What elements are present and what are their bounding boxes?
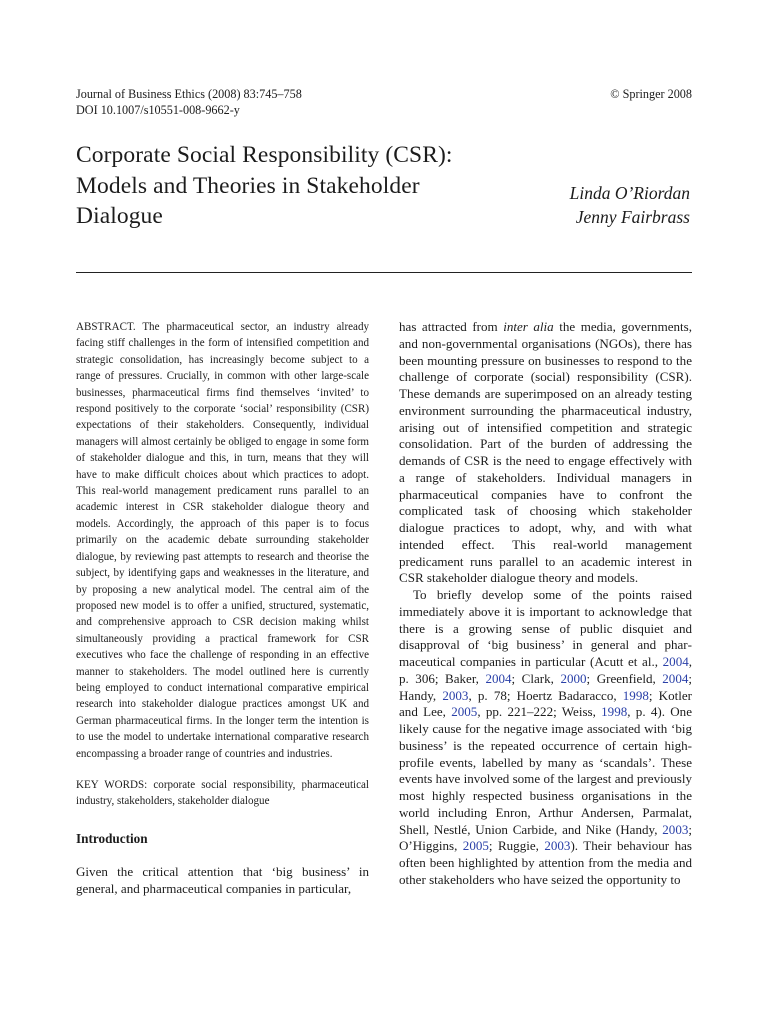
keywords [76, 777, 369, 810]
abstract [76, 319, 369, 762]
title-line-3: Dialogue [76, 203, 163, 229]
keywords-label: KEY WORDS: [76, 778, 148, 791]
citation-year-link[interactable]: 2003 [442, 687, 469, 703]
right-column [399, 319, 692, 889]
body-paragraph [399, 319, 692, 587]
citation-year-link[interactable]: 2004 [662, 670, 689, 686]
citation-year-link[interactable]: 2005 [462, 838, 489, 854]
paragraph-text: ; Handy, [399, 670, 692, 703]
citation-year-link[interactable]: 2003 [662, 821, 689, 837]
paragraph-text: the media, governments, and non-governmental organisations (NGOs), there has been mounting pressure on businesses to respond to the challenge of corporate (social) responsibility (CSR). These demands are superimposed on an already testing environment surrounding the pharmaceutical industry, arising out of intensified competition and strategic consolidation. Part of the burden of addressing the demands of CSR is the need to engage effectively with a range of stakeholders. Individual managers in pharmaceutical companies have to confront the complicated task of choosing which stakeholder dialogue practices to adopt, why, and with what intended effect. This real-world management predicament runs parallel to an academic interest in CSR stakeholder dialogue theory and models. [399, 319, 693, 586]
paragraph-text: ; Greenfield, [586, 670, 663, 686]
doi-line[interactable]: DOI 10.1007/s10551-008-9662-y [76, 103, 240, 117]
citation-year-link[interactable]: 2004 [662, 654, 689, 669]
abstract-label: ABSTRACT. [76, 321, 136, 333]
header-divider [76, 272, 692, 273]
citation-year-link[interactable]: 2004 [485, 670, 512, 686]
paragraph-text: has attracted from [399, 319, 498, 334]
paragraph-text: ; O’Higgins, [399, 821, 692, 854]
introduction-paragraph: Given the critical attention that ‘big business’ in general, and pharmaceutical companies in particular, [76, 863, 369, 896]
paragraph-text: , p. 4). One likely cause for the negative image associated with ‘big business’ is the repeated occurrence of certain high-profile events, labelled by many as ‘scandals’. These events have involved some of the largest and previously most highly respected business organisations in the world including Enron, Arthur Andersen, Parmalat, Shell, Nestlé, Union Carbide, and Nike (Handy, [399, 704, 692, 837]
title-line-1: Corporate Social Responsibility (CSR): [76, 142, 453, 168]
paragraph-text: ; Clark, [511, 670, 561, 686]
body-paragraph-citations [399, 587, 692, 889]
paragraph-text: ). Their behaviour has often been highlighted by attention from the media and other stakeholders who have seized the opportunity to [399, 838, 692, 887]
copyright-notice: © Springer 2008 [610, 87, 692, 101]
abstract-text: The pharmaceutical sector, an industry already facing stiff challenges in the form of intensified competition and strategic consolidation, has increasingly become subject to a range of pressures. Crucially, in common with other large-scale businesses, pharmaceutical firms find themselves ‘invited’ to respond positively to the corporate ‘social’ responsibility (CSR) expectations of their stakeholders. Consequently, individual managers will almost certainly be obliged to engage in some form of stakeholder dialogue and this, in turn, means that they will have to make difficult choices about which practices to adopt. This real-world management predicament runs parallel to an academic interest in CSR stakeholder dialogue theory and models. Accordingly, the approach of this paper is to focus primarily on the academic debate surrounding stakeholder dialogue, by reviewing past attempts to research and theorise the subject, by identifying gaps and weaknesses in the literature, and by proposing a new analytical model. The central aim of the proposed new model is to offer a unified, structured, systematic, and comprehensive approach to CSR decision making whilst simultaneously providing a practical framework for CSR executives who face the challenge of responding in an effective manner to stakeholders. The model outlined here is currently being employed to conduct international comparative empirical research into stakeholder dialogue practices amongst UK and German pharmaceutical firms. In the longer term the intention is to use the model to undertake international comparative research encompassing a broader range of countries and industries. [76, 321, 370, 760]
latin-phrase: inter alia [503, 319, 554, 334]
paragraph-text: ; Kotler and Lee, [399, 687, 692, 720]
section-heading-introduction: Introduction [76, 830, 148, 846]
left-column [76, 319, 369, 897]
citation-year-link[interactable]: 2003 [544, 838, 571, 854]
author-name: Linda O’Riordan [569, 183, 690, 203]
paragraph-text: , p. 306; Baker, [399, 654, 692, 686]
author-name: Jenny Fairbrass [575, 207, 690, 227]
paragraph-text: , p. 78; Hoertz Badaracco, [468, 687, 623, 703]
citation-year-link[interactable]: 1998 [601, 704, 628, 720]
article-title [76, 140, 516, 232]
citation-year-link[interactable]: 2000 [560, 670, 587, 686]
title-line-2: Models and Theories in Stakeholder [76, 172, 420, 199]
citation-year-link[interactable]: 2005 [451, 704, 478, 720]
paragraph-text: , pp. 221–222; Weiss, [477, 704, 602, 720]
paragraph-text: ; Ruggie, [488, 838, 545, 854]
paragraph-text: To briefly develop some of the points raised immediately above it is important to acknowledge that there is a growing sense of public disquiet and disapproval of ‘big business’ in general and pharmaceutical companies in particular (Acutt et al., [399, 587, 692, 669]
citation-year-link[interactable]: 1998 [622, 687, 649, 703]
keywords-text: corporate social responsibility, pharmaceutical industry, stakeholders, stakeholder dialogue [76, 778, 369, 808]
journal-citation: Journal of Business Ethics (2008) 83:745–758 [76, 87, 302, 101]
